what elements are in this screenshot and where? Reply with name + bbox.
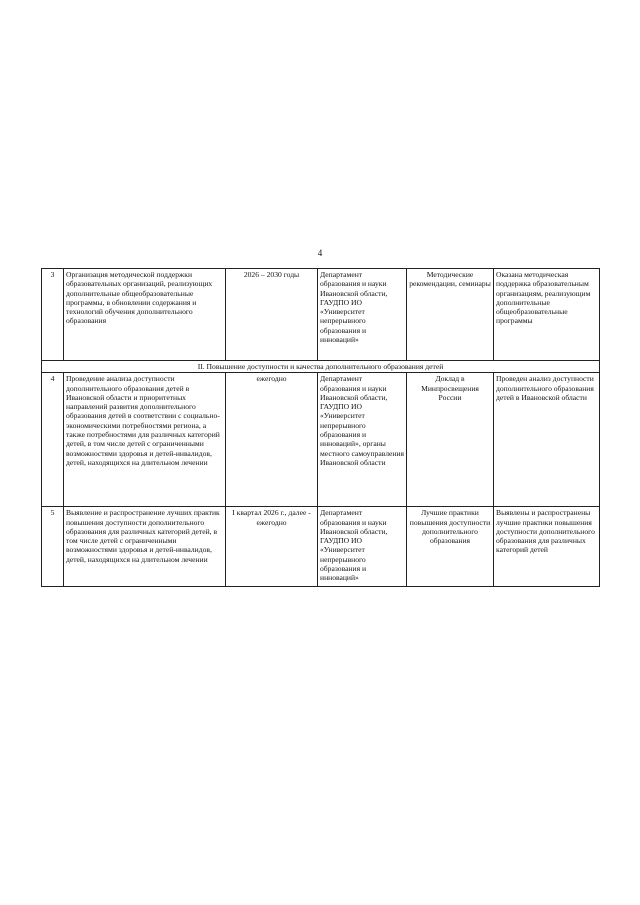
page-number: 4 xyxy=(317,248,323,258)
term-cell: ежегодно xyxy=(226,373,318,507)
term-cell: I квартал 2026 г., далее - ежегодно xyxy=(226,507,318,587)
result-cell: Выявлены и распространены лучшие практики повышения доступности дополнительного образования для различных категорий детей xyxy=(494,507,600,587)
action-cell: Организация методической поддержки образовательных организаций, реализующих дополнительные общеобразовательные программы, в обновлении содержания и технологий обучения дополнительного образования xyxy=(64,269,226,361)
form-cell: Методические рекомендации, семинары xyxy=(407,269,494,361)
table-row xyxy=(42,269,600,361)
term-cell: 2026 – 2030 годы xyxy=(226,269,318,361)
result-cell: Оказана методическая поддержка образовательным организациям, реализующим дополнительные общеобразовательные программы xyxy=(494,269,600,361)
action-cell: Проведение анализа доступности дополнительного образования детей в Ивановской области и приоритетных направлений развития дополнительного образования детей в соответствии с социально-экономическими потребностями региона, а также потребностями для различных категорий детей, в том числе детей с ограниченными возможностями здоровья и детей-инвалидов, детей, находящихся на длительном лечении xyxy=(64,373,226,507)
executors-cell: Департамент образования и науки Ивановской области, ГАУДПО ИО «Университет непрерывного образования и инноваций» xyxy=(318,507,407,587)
form-cell: Доклад в Минпросвещения России xyxy=(407,373,494,507)
section-row xyxy=(42,361,600,373)
executors-cell: Департамент образования и науки Ивановской области, ГАУДПО ИО «Университет непрерывного образования и инноваций», органы местного самоуправления Ивановской области xyxy=(318,373,407,507)
action-cell: Выявление и распространение лучших практик повышения доступности дополнительного образования для различных категорий детей, в том числе детей с ограниченными возможностями здоровья и детей-инвалидов, детей, находящихся на длительном лечении xyxy=(64,507,226,587)
row-number: 3 xyxy=(42,269,64,361)
section-title: II. Повышение доступности и качества дополнительного образования детей xyxy=(42,361,600,373)
table-row xyxy=(42,507,600,587)
plan-table xyxy=(41,268,600,587)
form-cell: Лучшие практики повышения доступности дополнительного образования xyxy=(407,507,494,587)
row-number: 5 xyxy=(42,507,64,587)
executors-cell: Департамент образования и науки Ивановской области, ГАУДПО ИО «Университет непрерывного образования и инноваций» xyxy=(318,269,407,361)
table-row xyxy=(42,373,600,507)
row-number: 4 xyxy=(42,373,64,507)
result-cell: Проведен анализ доступности дополнительного образования детей в Ивановской области xyxy=(494,373,600,507)
